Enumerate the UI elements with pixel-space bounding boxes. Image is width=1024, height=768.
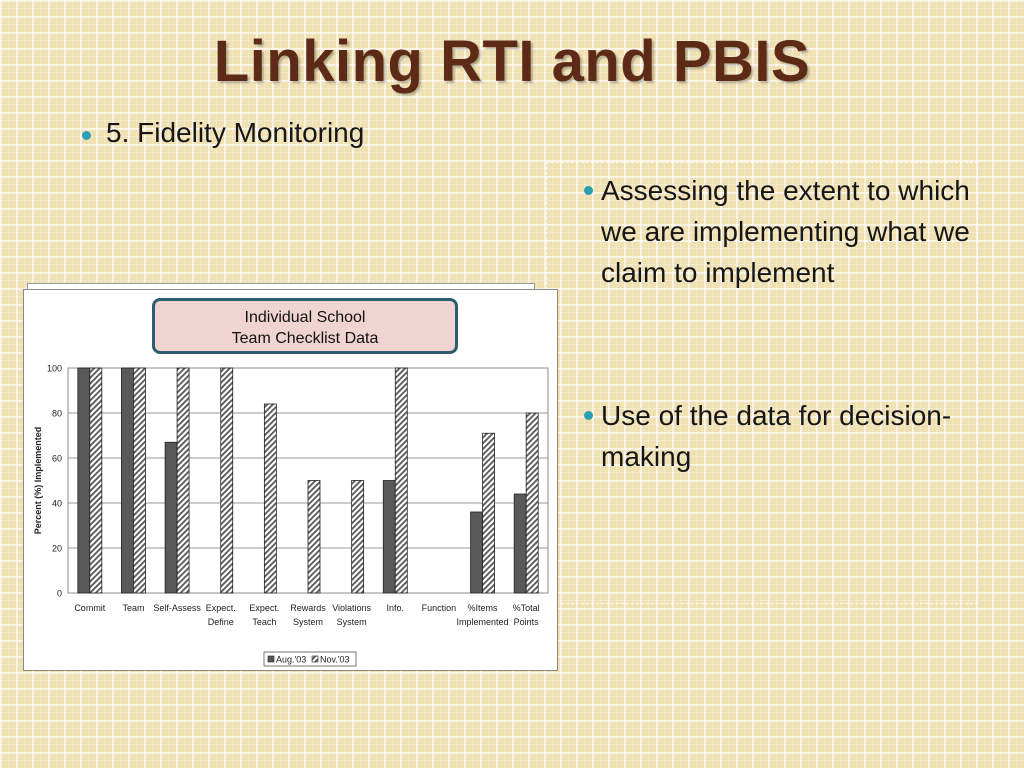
callout-line-1: Individual School: [244, 309, 366, 326]
bar-aug-03: [471, 512, 483, 593]
bar-nov-03: [526, 413, 538, 593]
legend-swatch-aug-03: [268, 656, 274, 662]
bar-nov-03: [221, 368, 233, 593]
slide-title: Linking RTI and PBIS: [213, 29, 811, 94]
bar-nov-03: [308, 481, 320, 594]
x-tick-label: %Total: [512, 603, 540, 613]
bar-aug-03: [121, 368, 133, 593]
x-tick-label: Expect.: [205, 603, 236, 613]
bar-nov-03: [264, 404, 276, 593]
x-tick-label: Teach: [252, 617, 277, 627]
legend-swatch-nov-03: [312, 656, 318, 662]
legend-label-aug-03: Aug.'03: [276, 654, 307, 665]
bar-aug-03: [514, 494, 526, 593]
bar-aug-03: [78, 368, 90, 593]
y-tick-label: 80: [51, 408, 62, 419]
x-tick-label: Implemented: [456, 617, 509, 627]
y-tick-label: 0: [56, 588, 62, 599]
x-tick-label: Function: [421, 603, 457, 613]
legend-label-nov-03: Nov.'03: [320, 654, 350, 665]
bullet-dot-icon: [584, 186, 593, 195]
x-tick-label: Rewards: [290, 603, 326, 613]
x-tick-label: Points: [513, 617, 539, 627]
y-tick-label: 40: [51, 498, 62, 509]
bullet-assessing: Assessing the extent to which we are implementing what we claim to implement: [601, 175, 970, 288]
bar-nov-03: [483, 433, 495, 593]
bar-nov-03: [133, 368, 145, 593]
bullet-dot-icon: [82, 131, 91, 140]
bar-nov-03: [177, 368, 189, 593]
bar-nov-03: [395, 368, 407, 593]
bar-aug-03: [165, 442, 177, 593]
x-tick-label: Define: [207, 617, 234, 627]
bar-nov-03: [352, 481, 364, 594]
x-tick-label: Expect.: [249, 603, 280, 613]
x-tick-label: %Items: [467, 603, 498, 613]
chart-callout: [152, 298, 458, 354]
x-tick-label: Commit: [74, 603, 106, 613]
y-axis-label: Percent (%) Implemented: [33, 426, 43, 535]
bullet-dot-icon: [584, 411, 593, 420]
y-tick-label: 20: [51, 543, 62, 554]
x-tick-label: Violations: [332, 603, 372, 613]
bar-aug-03: [383, 481, 395, 594]
x-tick-label: Self-Assess: [153, 603, 201, 613]
bar-nov-03: [90, 368, 102, 593]
y-tick-label: 60: [51, 453, 62, 464]
y-tick-label: 100: [46, 363, 62, 374]
x-tick-label: System: [336, 617, 367, 627]
bullet-fidelity-monitoring: 5. Fidelity Monitoring: [106, 117, 365, 148]
x-tick-label: Team: [122, 603, 145, 613]
callout-line-2: Team Checklist Data: [231, 330, 379, 347]
bullet-data-use: Use of the data for decision-making: [601, 400, 952, 472]
x-tick-label: Info.: [386, 603, 405, 613]
x-tick-label: System: [292, 617, 324, 627]
